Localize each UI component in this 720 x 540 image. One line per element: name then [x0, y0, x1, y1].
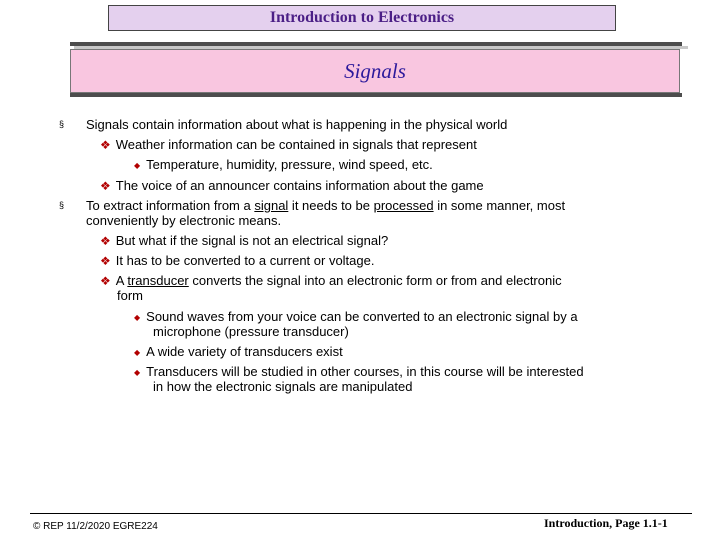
- sub-bullet-1b-text: The voice of an announcer contains information about the game: [115, 178, 484, 193]
- diamond-bullet-icon: ❖: [100, 138, 111, 152]
- diamond-bullet-icon: ❖: [100, 254, 111, 268]
- bullet-2-text-b: it needs to be: [288, 198, 374, 213]
- signal-underlined: signal: [254, 198, 289, 213]
- bullet-1-text: Signals contain information about what is happening in the physical world: [86, 117, 508, 132]
- footer-copyright: © REP 11/2/2020 EGRE224: [33, 521, 158, 532]
- sub-bullet-2b: [100, 253, 374, 269]
- level1-bullet-icon: §: [59, 200, 65, 210]
- sub-sub-bullet-2c-iii-text: Transducers will be studied in other courses, in this course will be interested: [146, 364, 584, 379]
- sub-sub-bullet-2c-i-line-2: microphone (pressure transducer): [153, 324, 349, 339]
- small-diamond-bullet-icon: ◆: [134, 161, 141, 170]
- sub-sub-bullet-2c-ii-text: A wide variety of transducers exist: [146, 344, 343, 359]
- footer-page-label: Introduction, Page 1.1-1: [544, 516, 668, 530]
- sub-bullet-2b-text: It has to be converted to a current or voltage.: [115, 253, 375, 268]
- sub-sub-bullet-2c-iii-line-2: in how the electronic signals are manipulated: [153, 379, 413, 394]
- bullet-2-text-c: in some manner, most: [433, 198, 566, 213]
- small-diamond-bullet-icon: ◆: [134, 368, 141, 377]
- small-diamond-bullet-icon: ◆: [134, 348, 141, 357]
- sub-bullet-2c: [100, 273, 562, 289]
- level1-bullet-icon: §: [59, 119, 65, 129]
- sub-bullet-2a-text: But what if the signal is not an electrical signal?: [115, 233, 389, 248]
- sub-sub-bullet-1a-i: [134, 157, 433, 173]
- sub-bullet-2a: [100, 233, 388, 249]
- sub-bullet-2c-text-b: converts the signal into an electronic form or from and electronic: [188, 273, 562, 288]
- sub-bullet-1a: [100, 137, 477, 153]
- course-title: Introduction to Electronics: [269, 9, 455, 26]
- title-bottom-rule: [70, 93, 682, 97]
- course-title-banner: [108, 5, 616, 31]
- slide-title-box: [70, 49, 680, 93]
- sub-sub-bullet-2c-iii: [134, 364, 584, 380]
- bullet-2-text-a: To extract information from a: [86, 198, 255, 213]
- sub-bullet-2c-text-a: A: [115, 273, 128, 288]
- transducer-underlined: transducer: [127, 273, 189, 288]
- sub-sub-bullet-1a-i-text: Temperature, humidity, pressure, wind speed, etc.: [146, 157, 433, 172]
- diamond-bullet-icon: ❖: [100, 234, 111, 248]
- slide-title: Signals: [344, 58, 406, 83]
- sub-bullet-1b: [100, 178, 484, 194]
- bullet-2-line-2: conveniently by electronic means.: [86, 213, 282, 228]
- processed-underlined: processed: [373, 198, 434, 213]
- sub-sub-bullet-2c-i: [134, 309, 578, 325]
- bullet-2-line-1: [86, 198, 565, 213]
- small-diamond-bullet-icon: ◆: [134, 313, 141, 322]
- diamond-bullet-icon: ❖: [100, 179, 111, 193]
- diamond-bullet-icon: ❖: [100, 274, 111, 288]
- sub-sub-bullet-2c-ii: [134, 344, 343, 360]
- sub-bullet-1a-text: Weather information can be contained in signals that represent: [115, 137, 477, 152]
- sub-sub-bullet-2c-i-text: Sound waves from your voice can be converted to an electronic signal by a: [146, 309, 578, 324]
- footer-rule: [30, 513, 692, 514]
- sub-bullet-2c-line-2: form: [117, 288, 143, 303]
